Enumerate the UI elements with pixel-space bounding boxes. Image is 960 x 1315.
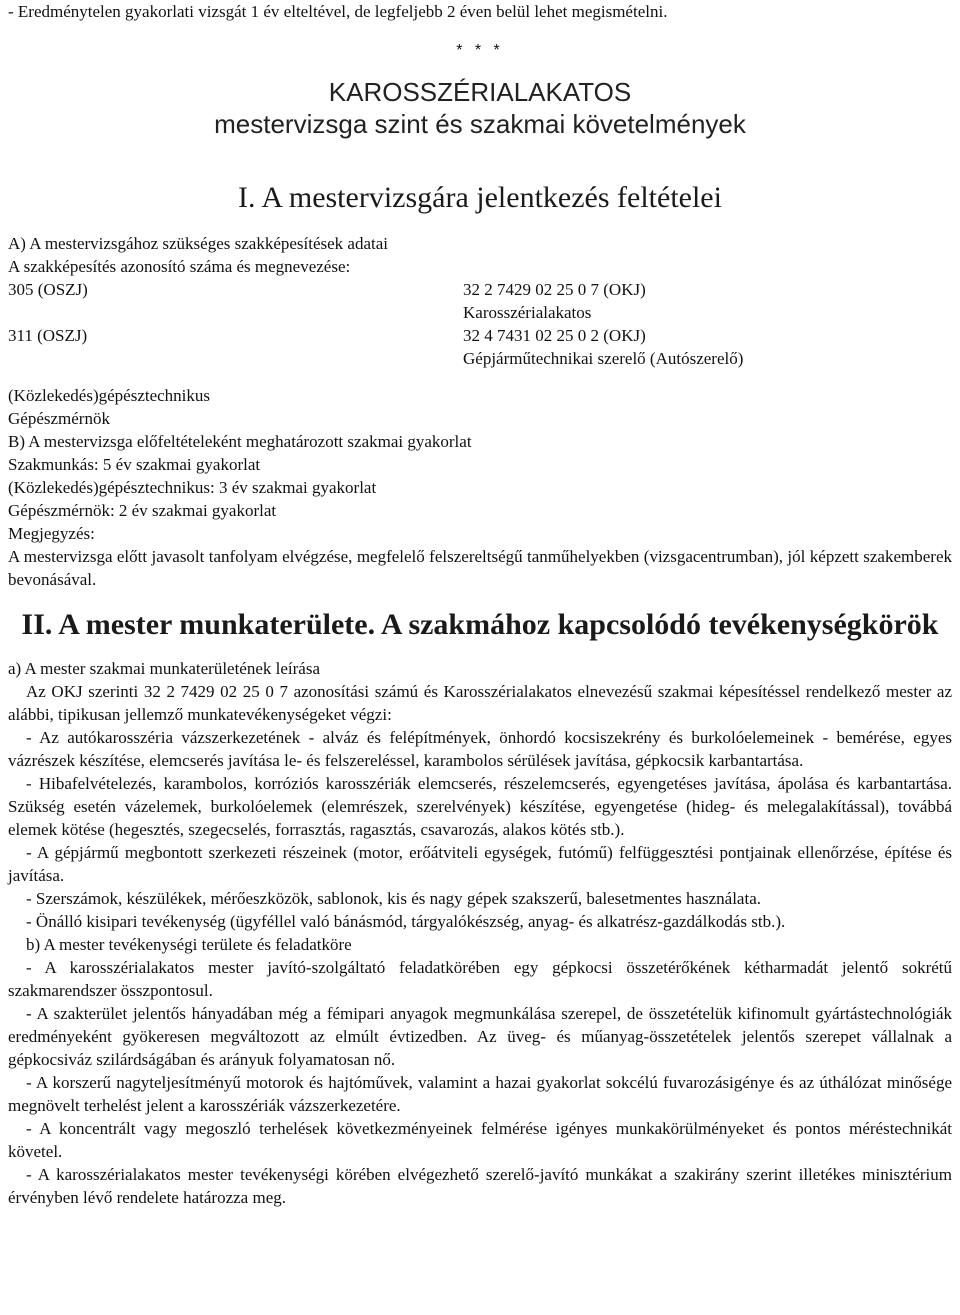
practice-item: (Közlekedés)gépésztechnikus: 3 év szakmai gyakorlat [8,478,377,497]
qualification-okj: 32 2 7429 02 25 0 7 (OKJ) [463,280,646,299]
section1-heading: I. A mestervizsgára jelentkezés feltételei [238,181,722,214]
section2-a-item: - Önálló kisipari tevékenység (ügyféllel való bánásmód, tárgyalókészség, anyag- és alkatrész-gazdálkodás stb.). [26,912,786,931]
section2-a-item: - Szerszámok, készülékek, mérőeszközök, sablonok, kis és nagy gépek szakszerű, balesetmentes használata. [26,889,761,908]
qualification-name-row [8,347,952,370]
qualification-name-row [8,301,952,324]
section2-a-item: - Az autókarosszéria vázszerkezetének - alváz és felépítmények, önhordó kocsiszekrény és burkolóelemeinek - bemérése, egyes vázrészek készítése, elemcserés javítása le- és felszereléssel, karambolos sérülések javítása, gépkocsik karbantartása. [8,728,952,770]
note-label: Megjegyzés: [8,524,95,543]
qualification-name: Gépjárműtechnikai szerelő (Autószerelő) [463,349,744,368]
section2-b-item: - A szakterület jelentős hányadában még a fémipari anyagok megmunkálása szerepel, de összetételük kifinomult gyártástechnológiák eredményeként gyökeresen megváltozott az elmúlt évtizedben. Az üveg- és műanyag-összetételek jelentős szerepet vállalnak a gépkocsiváz szilárdságában és arányuk folyamatosan nő. [8,1004,952,1069]
qualification-oszj: 311 (OSZJ) [8,326,88,345]
intro-line: - Eredménytelen gyakorlati vizsgát 1 év elteltével, de legfeljebb 2 éven belül lehet megismételni. [8,2,668,21]
qualification-row [8,324,952,347]
section2-b-item: - A karosszérialakatos mester tevékenységi körében elvégezhető szerelő-javító munkákat a szakirány szerint illetékes minisztérium érvényben lévő rendelete határozza meg. [8,1165,952,1207]
section2-b-item: - A koncentrált vagy megoszló terhelések következményeinek felmérése igényes munkakörülményeket és pontos méréstechnikát követel. [8,1119,952,1161]
section1-body [8,232,952,591]
section2-heading: II. A mester munkaterülete. A szakmához kapcsolódó tevékenységkörök [21,608,939,641]
section2-b-item: - A korszerű nagyteljesítményű motorok és hajtóművek, valamint a hazai gyakorlat sokcélú fuvarozásigénye és az úthálózat minősége megnövelt terhelést jelent a karosszériák vázszerkezetére. [8,1073,952,1115]
qualification-okj: 32 4 7431 02 25 0 2 (OKJ) [463,326,646,345]
section2-body [8,657,952,1209]
section2-a-item: - Hibafelvételezés, karambolos, korróziós karosszériák elemcserés, részelemcserés, egyengetéses javítása, ápolása és karbantartása. Szükség esetén vázelemek, burkolóelemek (elemrészek, szerelvények) készítése, egyengetése (hideg- és melegalakítással), továbbá elemek kötése (hegesztés, szegecselés, forrasztás, ragasztás, csavarozás, alakos kötés stb.). [8,774,952,839]
section1-b-title: B) A mestervizsga előfeltételeként meghatározott szakmai gyakorlat [8,432,472,451]
extra-qualification: (Közlekedés)gépésztechnikus [8,386,211,405]
practice-item: Gépészmérnök: 2 év szakmai gyakorlat [8,501,277,520]
practice-item: Szakmunkás: 5 év szakmai gyakorlat [8,455,261,474]
section2-a-item: - A gépjármű megbontott szerkezeti részeinek (motor, erőátviteli egységek, futómű) felfüggesztési pontjainak ellenőrzése, építése és javítása. [8,843,952,885]
qualification-row [8,278,952,301]
section2-b-title: b) A mester tevékenységi területe és feladatköre [26,935,352,954]
section2-b-item: - A karosszérialakatos mester javító-szolgáltató feladatkörében egy gépkocsi összetérőkének kétharmadát jelentő sokrétű szakmarendszer összpontosul. [8,958,952,1000]
document-title: KAROSSZÉRIALAKATOS [328,77,632,107]
section1-a-title: A) A mestervizsgához szükséges szakképesítések adatai [8,234,389,253]
extra-qualification: Gépészmérnök [8,409,110,428]
section2-a-title: a) A mester szakmai munkaterületének leírása [8,659,321,678]
section-separator: * * * [456,42,504,59]
extra-qualifications [8,384,952,430]
section1-a-subtitle: A szakképesítés azonosító száma és megnevezése: [8,257,351,276]
qualification-name: Karosszérialakatos [463,303,592,322]
section2-a-intro: Az OKJ szerinti 32 2 7429 02 25 0 7 azonosítási számú és Karosszérialakatos elnevezésű szakmai képesítéssel rendelkező mester az alábbi, tipikusan jellemző munkatevékenységeket végzi: [8,682,952,724]
document-subtitle: mestervizsga szint és szakmai követelmények [214,109,746,139]
note-text: A mestervizsga előtt javasolt tanfolyam elvégzése, megfelelő felszereltségű tanműhelyekben (vizsgacentrumban), jól képzett szakemberek bevonásával. [8,547,952,589]
qualification-oszj: 305 (OSZJ) [8,280,88,299]
